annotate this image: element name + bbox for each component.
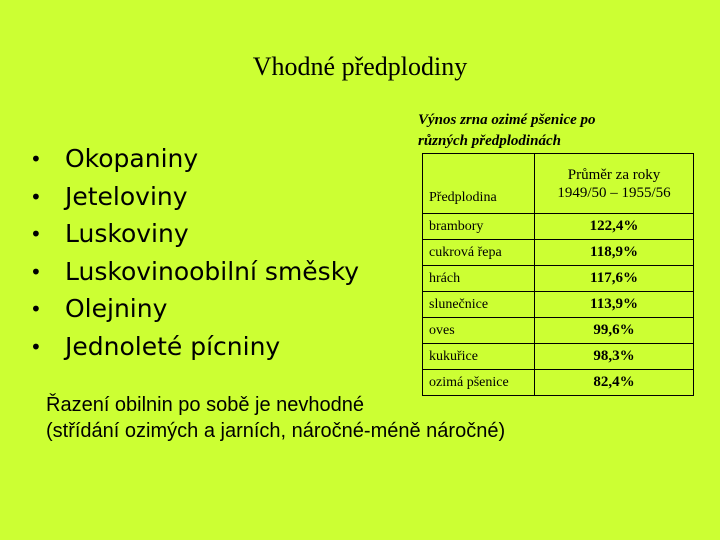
value-cell: 117,6% — [535, 266, 694, 292]
list-item-label: Luskoviny — [65, 219, 189, 248]
value-cell: 82,4% — [535, 370, 694, 396]
header-crop: Předplodina — [423, 154, 535, 214]
note-line-1: Řazení obilnin po sobě je nevhodné — [46, 394, 365, 416]
table-row — [423, 266, 694, 292]
header-average — [535, 154, 694, 214]
rotation-note — [46, 392, 505, 444]
list-item — [30, 144, 359, 182]
list-item — [30, 294, 359, 332]
value-cell: 99,6% — [535, 318, 694, 344]
list-item-label: Jeteloviny — [65, 181, 188, 211]
bullet-icon: • — [30, 334, 42, 359]
header-average-line-2: 1949/50 – 1955/56 — [557, 184, 671, 201]
value-cell: 113,9% — [535, 292, 694, 318]
table-header-row — [423, 154, 694, 214]
crop-cell: slunečnice — [423, 292, 535, 318]
value-cell: 98,3% — [535, 344, 694, 370]
page-title: Vhodné předplodiny — [252, 52, 468, 81]
table-row — [423, 344, 694, 370]
list-item-label: Jednoleté pícniny — [65, 331, 281, 361]
bullet-icon: • — [30, 259, 42, 284]
crop-cell: ozimá pšenice — [423, 370, 535, 396]
table-row — [423, 318, 694, 344]
crop-list — [30, 144, 359, 369]
crop-cell: hrách — [423, 266, 535, 292]
list-item-label: Luskovinoobilní směsky — [65, 256, 360, 286]
list-item-label: Olejniny — [65, 294, 168, 323]
list-item — [30, 219, 359, 257]
table-row — [423, 214, 694, 240]
table-caption — [418, 110, 668, 152]
crop-cell: kukuřice — [423, 344, 535, 370]
list-item — [30, 332, 359, 370]
crop-cell: oves — [423, 318, 535, 344]
crop-cell: cukrová řepa — [423, 240, 535, 266]
note-line-2: (střídání ozimých a jarních, náročné-méně náročné) — [46, 420, 506, 442]
list-item — [30, 182, 359, 220]
caption-line-2: různých předplodinách — [418, 133, 561, 149]
bullet-icon: • — [30, 147, 42, 171]
value-cell: 122,4% — [535, 214, 694, 240]
crop-cell: brambory — [423, 214, 535, 240]
table-row — [423, 292, 694, 318]
table-row — [423, 240, 694, 266]
caption-line-1: Výnos zrna ozimé pšenice po — [418, 112, 596, 128]
list-item-label: Okopaniny — [65, 144, 199, 173]
value-cell: 118,9% — [535, 240, 694, 266]
list-item — [30, 257, 359, 295]
bullet-icon: • — [30, 184, 42, 209]
bullet-icon: • — [30, 222, 42, 246]
yield-table — [422, 153, 694, 396]
bullet-icon: • — [30, 297, 42, 321]
header-average-line-1: Průměr za roky — [567, 166, 661, 183]
